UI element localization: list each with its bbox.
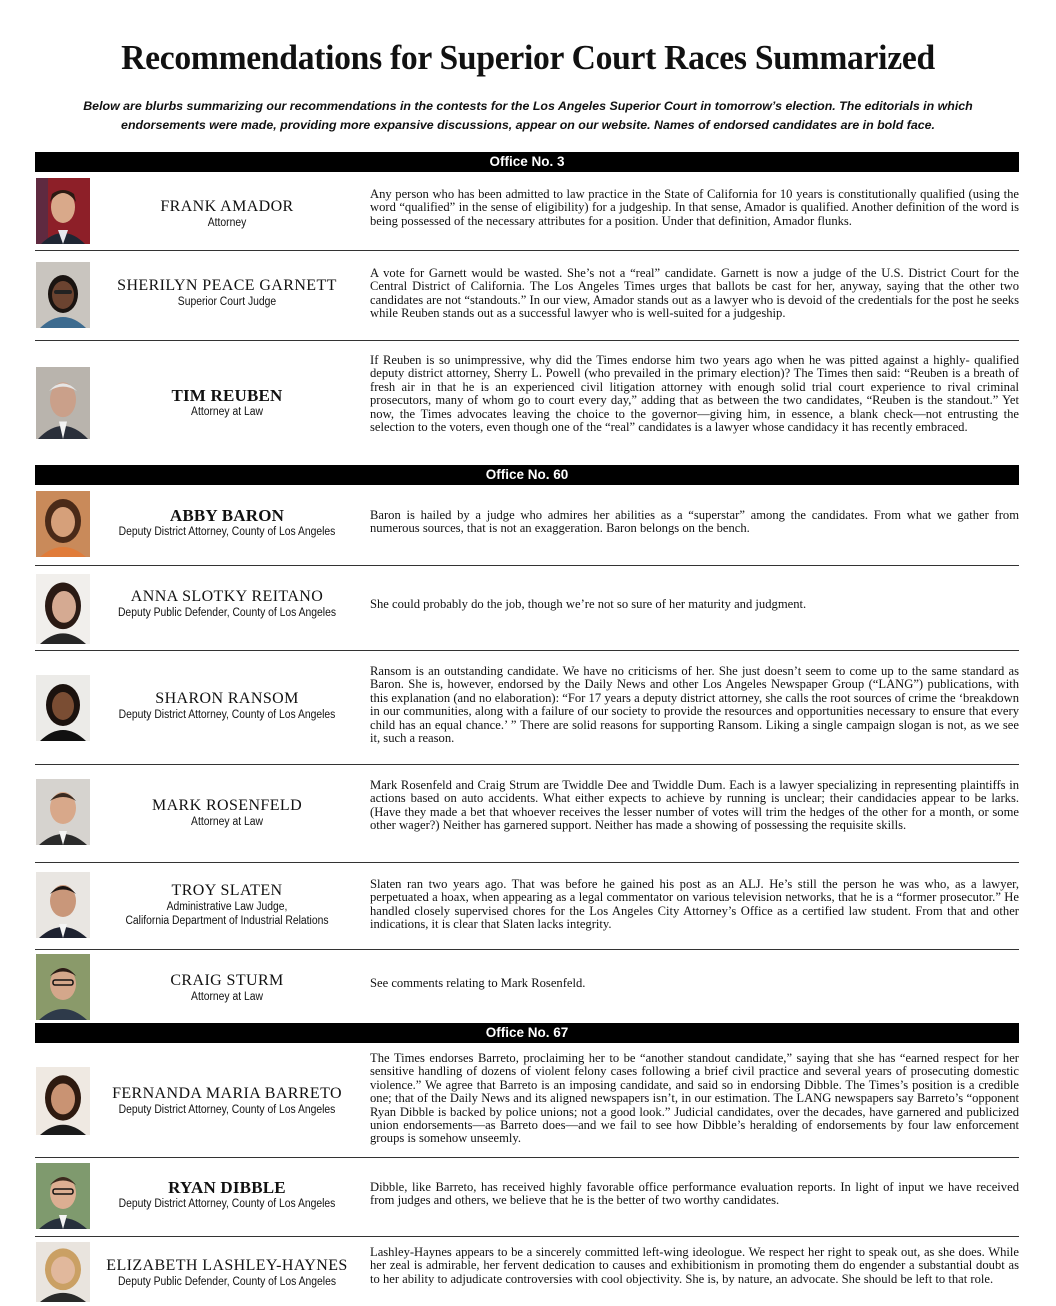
candidate-title: Administrative Law Judge, [166, 901, 288, 913]
candidate-blurb: If Reuben is so unimpressive, why did the Times endorse him two years ago when he was pitted against a highly- qualified deputy district attorney, Sherry L. Powell (who prevailed in the primary election)? The Times then said: “Reuben is a breath of fresh air in that he is an experienced civil litigation attorney with enough solid trial court experience to rival criminal prosecutors, many of whom go to court every day,” adding that as between the two candidates, “Reuben is the standout.” Yet now, the Times advocates leaving the choice to the governor—giving him, in essence, a blank check—not entrusting the selection to the voters, even though one of the “real” candidates is a lawyer whose candidacy it has recently embraced. [370, 353, 1019, 435]
office-header: Office No. 3 [35, 152, 1019, 172]
candidate-photo [36, 1242, 90, 1302]
candidate-row [35, 1237, 1019, 1305]
candidate-title: Attorney [207, 217, 247, 229]
candidate-name: MARK ROSENFELD [151, 797, 303, 814]
candidate-blurb: Mark Rosenfeld and Craig Strum are Twiddle Dee and Twiddle Dum. Each is a lawyer specializing in representing plaintiffs in actions based on auto accidents. What either expects to achieve by running is unclear; their candidacies appear to be larks. (Have they made a bet that whoever receives the lesser number of votes will trim the hedges of the other for a month, or some other wager?) Neither has garnered support. Neither has made a showing of possessing the requisite skills. [370, 778, 1019, 833]
candidate-name: SHARON RANSOM [155, 690, 299, 707]
candidate-name: ABBY BARON [169, 506, 285, 525]
candidate-photo [36, 1067, 90, 1135]
candidate-info [97, 1085, 357, 1117]
candidate-row [35, 341, 1019, 464]
office-header: Office No. 67 [35, 1023, 1019, 1043]
candidate-name: TROY SLATEN [171, 882, 283, 899]
candidate-photo [36, 574, 90, 644]
candidate-name: FRANK AMADOR [160, 198, 294, 215]
candidate-name: RYAN DIBBLE [168, 1178, 286, 1197]
candidate-row [35, 863, 1019, 950]
candidate-title: Attorney at Law [191, 406, 263, 418]
page-title: Recommendations for Superior Court Races Summarized [121, 38, 935, 77]
candidate-row [35, 566, 1019, 651]
candidate-photo [36, 491, 90, 557]
candidate-info [97, 1179, 357, 1211]
candidate-row [35, 765, 1019, 863]
candidate-name: CRAIG STURM [170, 972, 284, 989]
candidate-info [97, 387, 357, 419]
candidate-blurb: Any person who has been admitted to law practice in the State of California for 10 years is constitutionally qualified (using the word “qualified” in the sense of eligibility) for a judgeship. In that sense, Amador is qualified. Another definition of the word is being possessed of the necessary attributes for a position. Under that definition, Amador flunks. [370, 187, 1019, 228]
candidate-name: FERNANDA MARIA BARRETO [112, 1085, 342, 1102]
candidate-photo [36, 178, 90, 244]
candidate-info [97, 690, 357, 722]
candidate-photo [36, 954, 90, 1020]
candidate-title: California Department of Industrial Relations [125, 915, 329, 927]
candidate-blurb: Slaten ran two years ago. That was before he gained his post as an ALJ. He’s still the person he was who, as a lawyer, perpetuated a hoax, when appearing as a legal commentator on various television networks, that he is a “former prosecutor.” He handled closely supervised chores for the Los Angeles City Attorney’s Office as a certified law student. From that and other indications, it is clear that Slaten lacks integrity. [370, 877, 1019, 932]
candidate-info [97, 1257, 357, 1289]
candidate-info [97, 507, 357, 539]
candidate-title: Deputy District Attorney, County of Los Angeles [118, 709, 336, 721]
candidate-blurb: The Times endorses Barreto, proclaiming her to be “another standout candidate,” saying that she has “earned respect for her sensitive handling of dozens of violent felony cases following a brief civil practice and several years of prosecuting domestic violence.” We agree that Barreto is an imposing candidate, and said so in endorsing Dibble. The Times’s position is a credible one; that of the Daily News and its aligned newspapers isn’t, in our estimation. The LANG newspapers say Barreto’s “opponent Ryan Dibble is backed by police unions; not a good look.” Judicial candidates, over the decades, have garnered and publicized union endorsements—as Barreto does—and we fail to see how Dibble’s heralding of endorsements by four law enforcement groups is somehow unseemly. [370, 1051, 1019, 1146]
office-header: Office No. 60 [35, 465, 1019, 485]
candidate-row [35, 172, 1019, 251]
candidate-photo [36, 779, 90, 845]
intro-text: Below are blurbs summarizing our recommendations in the contests for the Los Angeles Superior Court in tomorrow’s election. The editorials in which endorsements were made, providing more expansive discussions, appear on our website. Names of endorsed candidates are in bold face. [83, 99, 973, 132]
candidate-title: Superior Court Judge [177, 296, 277, 308]
candidate-photo [36, 367, 90, 439]
candidate-row [35, 485, 1019, 566]
candidate-name: SHERILYN PEACE GARNETT [117, 277, 337, 294]
candidate-title: Attorney at Law [191, 991, 263, 1003]
candidate-row [35, 1158, 1019, 1237]
candidate-info [97, 198, 357, 230]
candidate-name: ANNA SLOTKY REITANO [130, 588, 324, 605]
candidate-title: Deputy Public Defender, County of Los Angeles [117, 607, 337, 619]
candidate-row [35, 950, 1019, 1023]
candidate-row [35, 651, 1019, 765]
candidate-blurb: A vote for Garnett would be wasted. She’s not a “real” candidate. Garnett is now a judge of the U.S. District Court for the Central District of California. The Los Angeles Times urges that ballots be cast for her, anyway, saying that the other two candidates are not “standouts.” In our view, Amador stands out as a lawyer who is devoid of the credentials for the post he seeks while Reuben stands out as a successful lawyer who is well-suited for a judgeship. [370, 266, 1019, 321]
candidate-photo [36, 675, 90, 741]
candidate-title: Deputy District Attorney, County of Los Angeles [118, 526, 336, 538]
candidate-info [97, 277, 357, 309]
candidate-title: Deputy District Attorney, County of Los Angeles [118, 1104, 336, 1116]
candidate-photo [36, 872, 90, 938]
candidate-info [97, 797, 357, 829]
candidate-blurb: Baron is hailed by a judge who admires her abilities as a “superstar” among the candidates. From what we gather from numerous sources, that is not an exaggeration. Baron belongs on the bench. [370, 508, 1019, 536]
candidate-blurb: She could probably do the job, though we’re not so sure of her maturity and judgment. [370, 597, 807, 611]
candidate-row [35, 251, 1019, 341]
candidate-photo [36, 262, 90, 328]
candidate-blurb: Lashley-Haynes appears to be a sincerely committed left-wing ideologue. We respect her right to speak out, as she does. While her zeal is admirable, her fervent dedication to causes and exhibitionism in promoting them do engender a substantial doubt as to her ability to adjudicate controversies with cool objectivity. She is, by nature, an advocate. She should be left to that role. [370, 1245, 1019, 1286]
candidate-title: Attorney at Law [191, 816, 263, 828]
candidate-info [97, 972, 357, 1004]
candidate-title: Deputy District Attorney, County of Los Angeles [118, 1198, 336, 1210]
candidate-title: Deputy Public Defender, County of Los Angeles [117, 1276, 337, 1288]
candidate-info [97, 588, 357, 620]
candidate-info [97, 882, 357, 928]
candidate-blurb: See comments relating to Mark Rosenfeld. [370, 976, 586, 990]
candidate-blurb: Dibble, like Barreto, has received highly favorable office performance evaluation reports. In light of input we have received from judges and others, we believe that he is the better of two worthy candidates. [370, 1180, 1019, 1208]
candidate-blurb: Ransom is an outstanding candidate. We have no criticisms of her. She just doesn’t seem to come up to the same standard as Baron. She is, however, endorsed by the Daily News and other Los Angeles Newspaper Group (“LANG”) publications, with this explanation (and no elaboration): “For 17 years a deputy district attorney, she calls the root sources of crime the ‘breakdown in our communities, along with a failure of our society to provide the resources and opportunities necessary to ensure that every child has an equal chance.’ ” There are solid reasons for supporting Ransom. Liking a single campaign slogan is not, as we see it, such a reason. [370, 664, 1019, 746]
candidate-name: ELIZABETH LASHLEY-HAYNES [106, 1257, 348, 1274]
candidate-photo [36, 1163, 90, 1229]
candidate-row [35, 1043, 1019, 1158]
candidate-name: TIM REUBEN [171, 386, 283, 405]
